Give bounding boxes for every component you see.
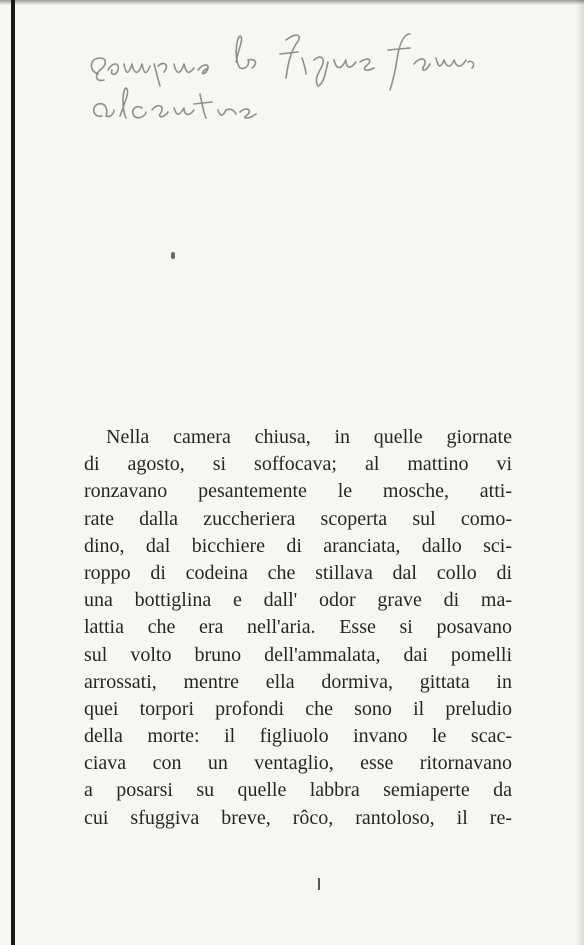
text-line: dino, dal bicchiere di aranciata, dallo sci-: [84, 534, 512, 557]
text-line: ronzavano pesantemente le mosche, atti-: [84, 480, 512, 503]
text-line: lattia che era nell'aria. Esse si posavano: [84, 616, 512, 639]
binding-gutter: [11, 0, 15, 945]
text-line: Nella camera chiusa, in quelle giornate: [106, 426, 512, 448]
text-line: arrossati, mentre ella dormiva, gittata in: [84, 670, 512, 693]
text-line: ciava con un ventaglio, esse ritornavano: [84, 752, 512, 775]
text-line: di agosto, si soffocava; al mattino vi: [84, 453, 512, 476]
text-line: sul volto bruno dell'ammalata, dai pomelli: [84, 643, 512, 666]
handwritten-note-scribble: [80, 30, 500, 130]
page-top-edge: [0, 0, 584, 5]
text-line: quei torpori profondi che sono il preludio: [84, 697, 512, 720]
text-line: roppo di codeina che stillava dal collo di: [84, 561, 512, 584]
text-line: a posarsi su quelle labbra semiaperte da: [84, 779, 512, 802]
text-line: rate dalla zuccheriera scoperta sul como-: [84, 507, 512, 530]
text-line: una bottiglina e dall' odor grave di ma-: [84, 589, 512, 612]
page-footer-mark: [318, 878, 320, 890]
handwritten-note: [80, 30, 500, 130]
ink-speck: [171, 252, 175, 259]
text-line: cui sfuggiva breve, rôco, rantoloso, il re-: [84, 806, 512, 829]
page-right-edge: [576, 0, 584, 945]
text-line: della morte: il figliuolo invano le scac-: [84, 725, 512, 748]
body-text: [84, 424, 512, 832]
